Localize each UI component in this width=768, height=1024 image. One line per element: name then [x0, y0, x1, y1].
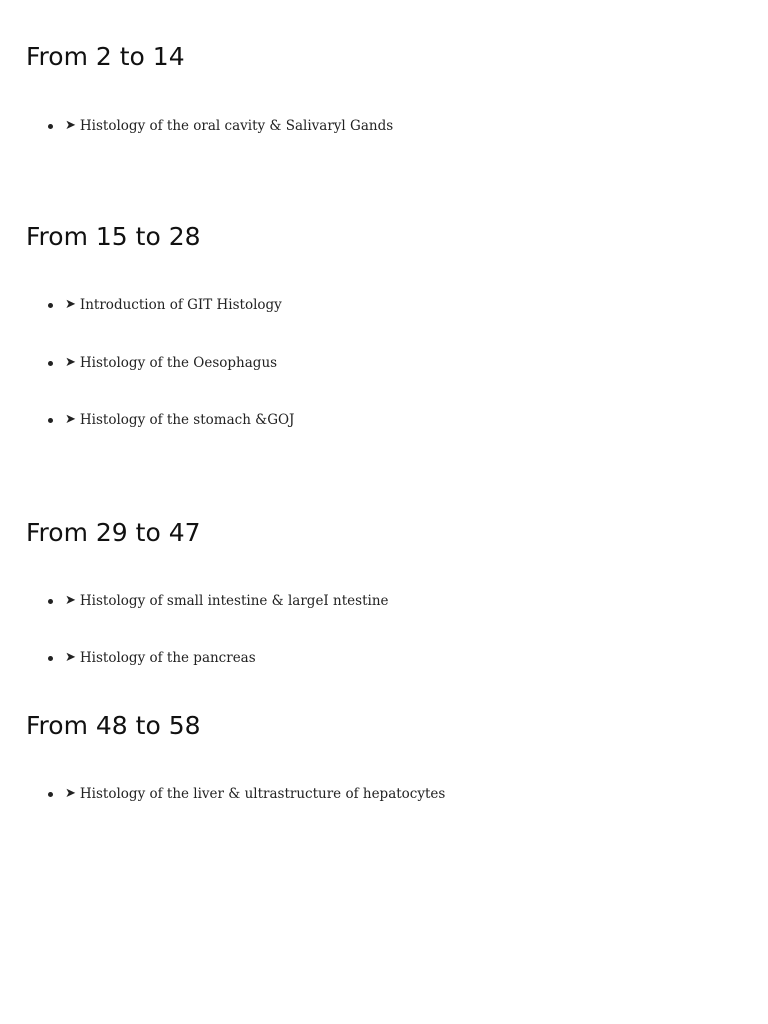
section-heading: From 2 to 14 [26, 42, 185, 71]
topic-label: Histology of the Oesophagus [79, 355, 278, 371]
list-item [48, 117, 393, 135]
topic-label: Introduction of GIT Histology [79, 297, 282, 313]
bullet-icon [48, 303, 53, 308]
arrow-right-icon: ➤ [65, 593, 76, 608]
section-heading: From 15 to 28 [26, 222, 201, 251]
topic-label: Histology of the liver & ultrastructure of hepatocytes [79, 786, 446, 802]
arrow-right-icon: ➤ [65, 786, 76, 801]
bullet-icon [48, 656, 53, 661]
bullet-icon [48, 361, 53, 366]
list-item [48, 785, 445, 803]
arrow-right-icon: ➤ [65, 355, 76, 370]
arrow-right-icon: ➤ [65, 118, 76, 133]
arrow-right-icon: ➤ [65, 297, 76, 312]
bullet-icon [48, 792, 53, 797]
topic-label: Histology of small intestine & largeI ntestine [79, 593, 389, 609]
list-item [48, 296, 282, 314]
list-item [48, 354, 277, 372]
arrow-right-icon: ➤ [65, 412, 76, 427]
topic-label: Histology of the stomach &GOJ [79, 412, 295, 428]
arrow-right-icon: ➤ [65, 650, 76, 665]
topic-label: Histology of the oral cavity & Salivaryl Gands [79, 118, 394, 134]
list-item [48, 649, 256, 667]
list-item [48, 592, 389, 610]
section-heading: From 48 to 58 [26, 711, 201, 740]
bullet-icon [48, 124, 53, 129]
bullet-icon [48, 599, 53, 604]
topic-label: Histology of the pancreas [79, 650, 256, 666]
list-item [48, 411, 294, 429]
bullet-icon [48, 418, 53, 423]
section-heading: From 29 to 47 [26, 518, 201, 547]
